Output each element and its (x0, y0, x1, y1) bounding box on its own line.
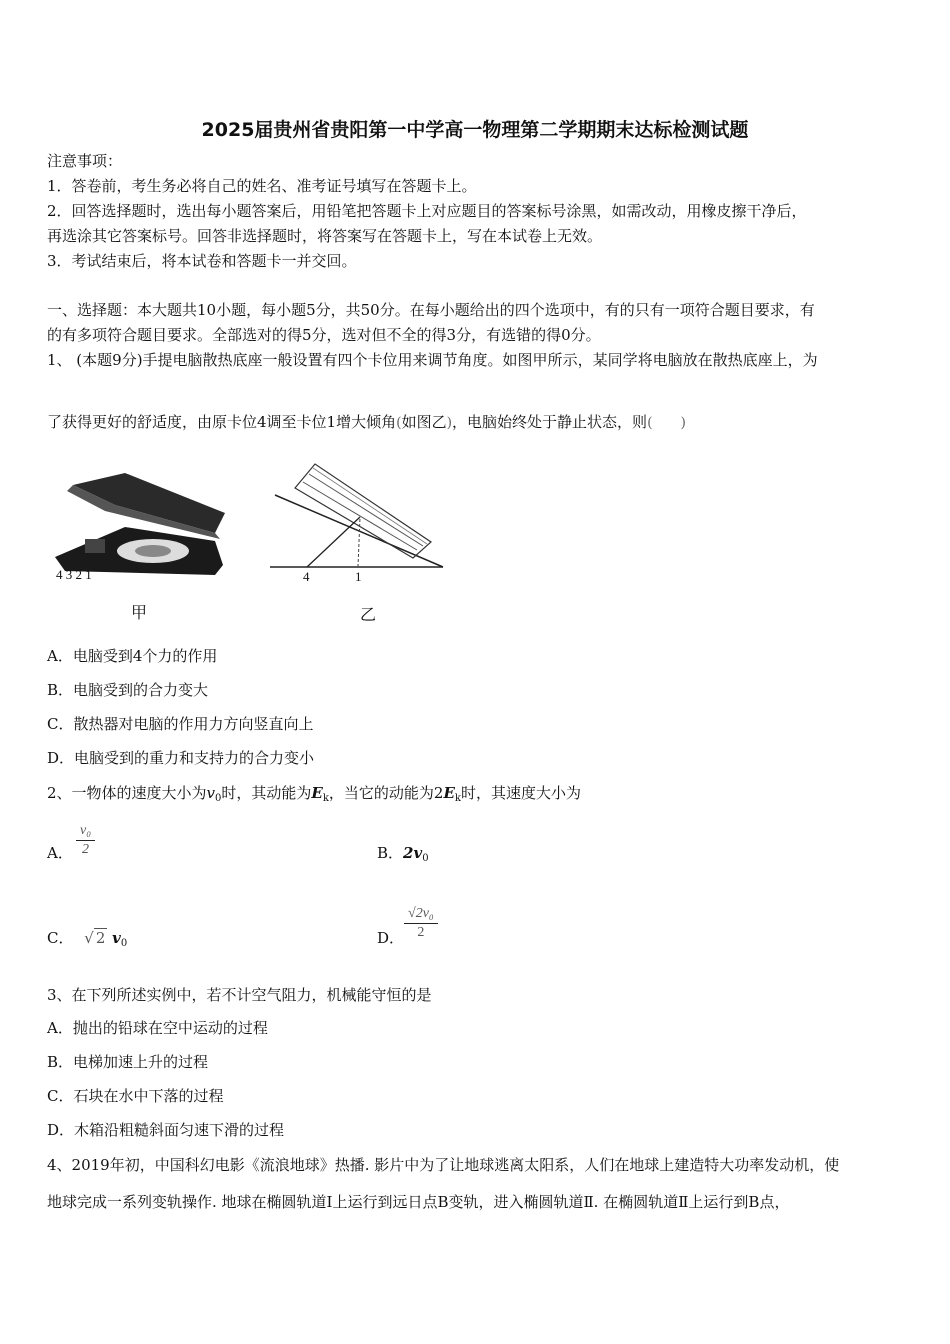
q1-stem-line1: 1、 (本题9分)手提电脑散热底座一般设置有四个卡位用来调节角度。如图甲所示，某同学将电脑放在散热底座上，为 (47, 351, 818, 369)
fig2-tick-1: 1 (355, 569, 362, 584)
q2-stem-d: 时，其速度大小为 (460, 784, 581, 802)
q2-ek-sub-2: k (454, 793, 461, 804)
q2-option-c-root: 2 (95, 929, 106, 947)
q2-option-a-label: A． (47, 844, 73, 862)
q2-ek-sub: k (322, 793, 329, 804)
hatch-1 (303, 482, 417, 550)
q3-option-b: B．电梯加速上升的过程 (47, 1053, 209, 1071)
section-intro-line2: 的有多项符合题目要求。全部选对的得5分，选对但不全的得3分，有选错的得0分。 (47, 326, 601, 344)
section-intro-line1: 一、选择题：本大题共10小题，每小题5分，共50分。在每小题给出的四个选项中，有的只有一项符合题目要求，有 (47, 301, 815, 319)
q2-option-d-num: √2v₀ (404, 905, 438, 924)
q2-option-c-label: C． (47, 929, 74, 947)
q2-option-a-den: 2 (82, 842, 90, 857)
q4-stem-line2: 地球完成一系列变轨操作. 地球在椭圆轨道Ⅰ上运行到远日点B变轨，进入椭圆轨道Ⅱ. 在椭圆轨道Ⅱ上运行到B点， (47, 1193, 790, 1211)
q2-option-d-label: D． (377, 929, 405, 947)
fig1-caption: 甲 (131, 603, 148, 622)
q1-stem-figref: 如图乙 (401, 413, 447, 431)
fig2-caption: 乙 (360, 605, 377, 624)
q3-stem: 3、在下列所述实例中，若不计空气阻力，机械能守恒的是 (47, 986, 432, 1004)
q2-stem-a: 2、一物体的速度大小为 (47, 784, 207, 802)
notice-heading: 注意事项： (47, 152, 123, 170)
q2-ek: E (311, 784, 323, 802)
q1-paren-close-small: ) (446, 415, 453, 431)
q1-stem-text-2: ，电脑始终处于静止状态，则 (452, 413, 648, 431)
page-title: 2025届贵州省贵阳第一中学高一物理第二学期期末达标检测试题 (201, 119, 749, 141)
q2-v0-sub: 0 (215, 793, 222, 804)
stand-fan-hub (135, 545, 171, 557)
q2-option-c-sqrt: √ 2 (84, 929, 106, 947)
q3-option-a: A．抛出的铅球在空中运动的过程 (47, 1019, 268, 1037)
q2-option-b-label: B． (377, 844, 404, 862)
q2-option-c-v: v (112, 929, 121, 947)
q2-option-b-sub: 0 (422, 853, 429, 864)
q1-option-c: C．散热器对电脑的作用力方向竖直向上 (47, 715, 314, 733)
q1-answer-paren-close: ) (680, 415, 686, 431)
q2-option-d-fraction (404, 905, 438, 942)
q1-option-a: A．电脑受到4个力的作用 (47, 647, 218, 665)
notice-item-1: 1．答卷前，考生务必将自己的姓名、准考证号填写在答题卡上。 (47, 177, 477, 195)
q2-option-b (377, 843, 429, 869)
hatch-2 (309, 474, 423, 546)
q1-paren-open-small: ( (396, 415, 402, 431)
q1-option-b: B．电脑受到的合力变大 (47, 681, 209, 699)
q4-stem-line1: 4、2019年初，中国科幻电影《流浪地球》热播. 影片中为了让地球逃离太阳系，人们在地球上建造特大功率发动机，使 (47, 1156, 840, 1174)
q2-option-c (47, 928, 127, 954)
support-1 (358, 517, 360, 567)
q1-option-d: D．电脑受到的重力和支持力的合力变小 (47, 749, 315, 767)
q2-option-a-fraction (76, 822, 95, 859)
q1-stem-text: 了获得更好的舒适度，由原卡位4调至卡位1增大倾角 (47, 413, 397, 431)
fig1-notch-labels: 4 3 2 1 (56, 567, 92, 582)
fig2-tick-4: 4 (303, 569, 310, 584)
q1-answer-paren-open: ( (647, 415, 653, 431)
q2-ek-2: E (443, 784, 455, 802)
support-4 (307, 517, 360, 567)
q2-option-b-value: 2v (403, 844, 423, 862)
q2-option-d-den: 2 (417, 925, 425, 940)
q3-option-d: D．木箱沿粗糙斜面匀速下滑的过程 (47, 1121, 285, 1139)
q2-option-a-num: v₀ (76, 822, 95, 841)
q1-stem-line2 (47, 412, 686, 433)
figure-schematic (265, 460, 450, 575)
q2-stem (47, 783, 581, 809)
stand-notch (85, 539, 105, 553)
q3-option-c: C．石块在水中下落的过程 (47, 1087, 224, 1105)
notice-item-2a: 2．回答选择题时，选出每小题答案后，用铅笔把答题卡上对应题目的答案标号涂黑，如需改动，用橡皮擦干净后， (47, 202, 807, 220)
q2-stem-c: ，当它的动能为2 (328, 784, 444, 802)
notice-item-2b: 再选涂其它答案标号。回答非选择题时，将答案写在答题卡上，写在本试卷上无效。 (47, 227, 603, 245)
q2-option-c-sub: 0 (120, 938, 128, 949)
notice-item-3: 3．考试结束后，将本试卷和答题卡一并交回。 (47, 252, 357, 270)
q2-v0: v (206, 784, 216, 802)
q2-stem-b: 时，其动能为 (221, 784, 312, 802)
